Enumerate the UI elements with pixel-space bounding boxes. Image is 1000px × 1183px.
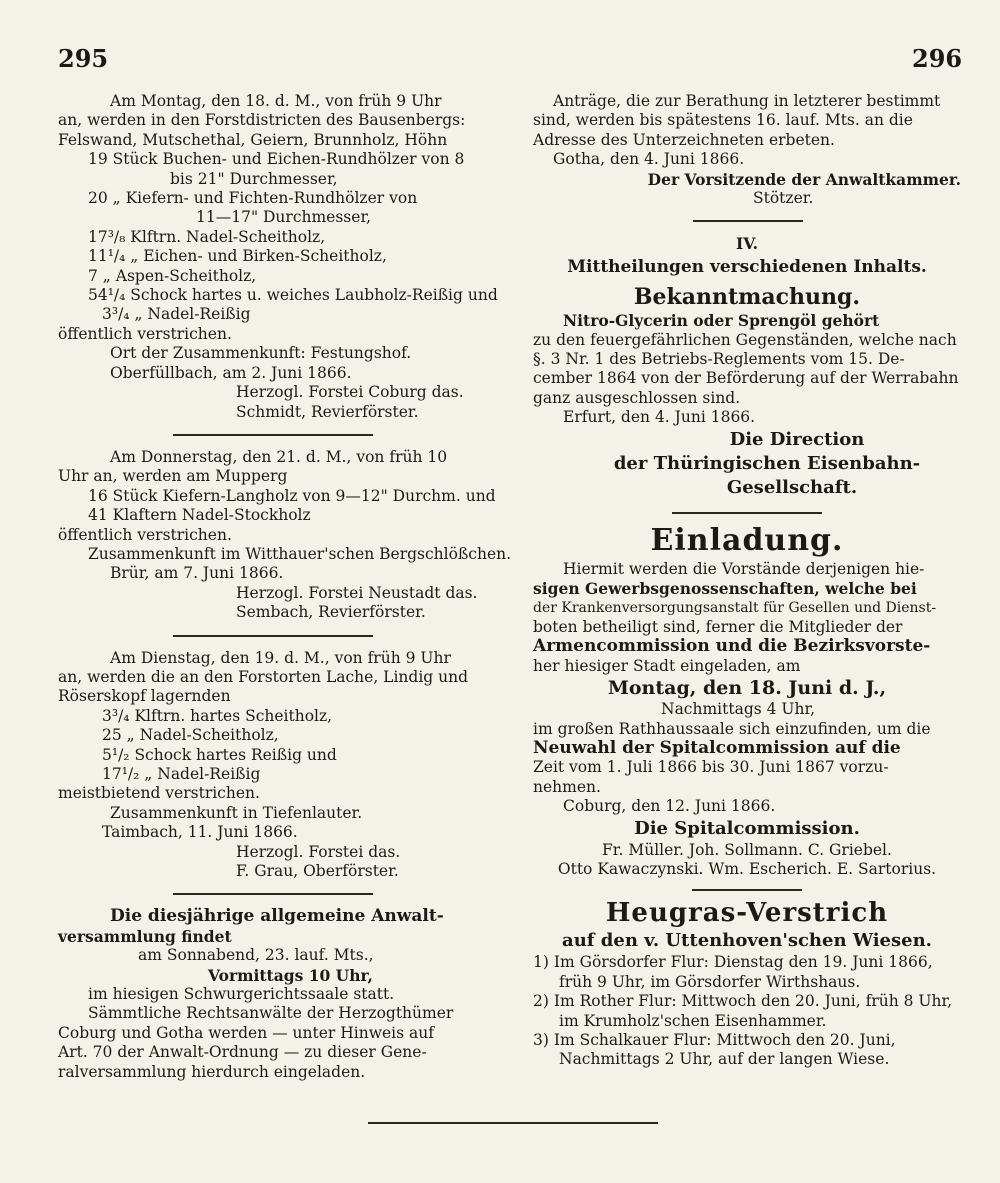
text-line: meistbietend verstrichen.	[58, 784, 260, 803]
text-line: öffentlich verstrichen.	[58, 525, 232, 544]
text-line: 20 „ Kiefern- und Fichten-Rundhölzer von	[88, 189, 418, 208]
text-line: öffentlich verstrichen.	[58, 324, 232, 343]
text-line: 11¹/₄ „ Eichen- und Birken-Scheitholz,	[88, 247, 387, 266]
text-line: im großen Rathhaussaale sich einzufinden, um die	[533, 719, 931, 738]
text-line: an, werden die an den Forstorten Lache, Lindig und	[58, 667, 469, 686]
list-item: 1) Im Görsdorfer Flur: Dienstag den 19. Juni 1866, früh 9 Uhr, im Görsdorfer Wirthshaus.	[533, 953, 933, 991]
text-line: Art. 70 der Anwalt-Ordnung — zu dieser Gene-	[58, 1043, 427, 1062]
invitation-time: Nachmittags 4 Uhr,	[661, 700, 816, 719]
text-line: Zeit vom 1. Juli 1866 bis 30. Juni 1867 vorzu-	[533, 758, 889, 777]
text-line: Uhr an, werden am Mupperg	[58, 467, 288, 486]
text-line: Oberfüllbach, am 2. Juni 1866.	[110, 363, 352, 382]
text-line: Gotha, den 4. Juni 1866.	[553, 150, 745, 169]
text-line: zu den feuergefährlichen Gegenständen, welche nach	[533, 330, 957, 349]
hay-auction-list	[533, 953, 961, 1069]
divider	[173, 635, 373, 637]
text-line: Am Donnerstag, den 21. d. M., von früh 10	[110, 447, 448, 466]
invitation-notice	[533, 560, 961, 880]
text-line: Herzogl. Forstei Coburg das.	[236, 383, 464, 402]
text-line: an, werden in den Forstdistricten des Bausenbergs:	[58, 111, 466, 130]
section-number: IV.	[736, 234, 758, 254]
text-line: Am Montag, den 18. d. M., von früh 9 Uhr	[110, 92, 442, 110]
invitation-title: Einladung.	[650, 522, 844, 558]
text-line: 7 „ Aspen-Scheitholz,	[88, 266, 257, 285]
signature-line: Gesellschaft.	[726, 476, 858, 498]
text-line: cember 1864 von der Beförderung auf der Werrabahn	[533, 369, 959, 388]
lawyers-assembly-notice	[58, 907, 488, 1082]
left-column	[58, 92, 512, 1082]
nitroglycerin-notice	[533, 311, 961, 499]
list-item: 3) Im Schalkauer Flur: Mittwoch den 20. Juni, Nachmittags 2 Uhr, auf der langen Wiese.	[533, 1031, 896, 1069]
text-line: der Krankenversorgungsanstalt für Gesellen und Dienst-	[533, 599, 937, 616]
text-line: 16 Stück Kiefern-Langholz von 9—12" Durchm. und	[88, 486, 496, 505]
text-line: Armencommission und die Bezirksvorste-	[533, 636, 931, 657]
text-line: 17¹/₂ „ Nadel-Reißig	[102, 765, 261, 783]
text-line: Hiermit werden die Vorstände derjenigen hie-	[563, 559, 925, 578]
page-number-left: 295	[58, 44, 109, 73]
text-line: Erfurt, den 4. Juni 1866.	[563, 408, 756, 427]
text-line: Zusammenkunft in Tiefenlauter.	[110, 803, 363, 822]
signature-names: Fr. Müller. Joh. Sollmann. C. Griebel.	[602, 840, 892, 859]
text-line: F. Grau, Oberförster.	[236, 862, 399, 881]
text-line: ralversammlung hierdurch eingeladen.	[58, 1062, 366, 1081]
invitation-date: Montag, den 18. Juni d. J.,	[607, 677, 887, 700]
timber-auction-notice-3	[58, 649, 488, 882]
divider	[173, 434, 373, 436]
text-line: Felswand, Mutschethal, Geiern, Brunnholz, Höhn	[58, 130, 448, 149]
text-line: Herzogl. Forstei Neustadt das.	[236, 583, 478, 602]
text-line: Herzogl. Forstei das.	[236, 842, 401, 861]
signature-names: Otto Kawaczynski. Wm. Escherich. E. Sartorius.	[557, 859, 937, 878]
text-line: Am Dienstag, den 19. d. M., von früh 9 Uhr	[110, 648, 451, 667]
text-line: Coburg und Gotha werden — unter Hinweis auf	[58, 1023, 434, 1042]
section-title: Mittheilungen verschiedenen Inhalts.	[567, 256, 927, 277]
text-line: Sembach, Revierförster.	[236, 603, 426, 622]
timber-auction-notice-2	[58, 447, 512, 623]
page-number-right: 296	[912, 44, 963, 73]
text-line: 17³/₈ Klftrn. Nadel-Scheitholz,	[88, 227, 326, 246]
text-line: Adresse des Unterzeichneten erbeten.	[533, 130, 835, 149]
text-line: Taimbach, 11. Juni 1866.	[102, 823, 298, 842]
hay-auction-subtitle: auf den v. Uttenhoven'schen Wiesen.	[562, 930, 932, 952]
text-line: bis 21" Durchmesser,	[170, 169, 338, 188]
assembly-continuation	[533, 92, 961, 208]
text-line: 3³/₄ „ Nadel-Reißig	[102, 305, 251, 324]
text-line: Vormittags 10 Uhr,	[208, 965, 373, 985]
text-line: nehmen.	[533, 777, 601, 796]
text-line: 25 „ Nadel-Scheitholz,	[102, 726, 279, 745]
text-line: Die diesjährige allgemeine Anwalt-	[110, 906, 444, 927]
text-line: Brür, am 7. Juni 1866.	[110, 564, 284, 583]
text-line: Ort der Zusammenkunft: Festungshof.	[110, 344, 412, 363]
text-line: ganz ausgeschlossen sind.	[533, 388, 741, 407]
text-line: boten betheiligt sind, ferner die Mitglieder der	[533, 617, 903, 636]
text-line: 54¹/₄ Schock hartes u. weiches Laubholz-Reißig und	[88, 286, 498, 305]
text-line: 19 Stück Buchen- und Eichen-Rundhölzer von 8	[88, 150, 465, 169]
text-line: 5¹/₂ Schock hartes Reißig und	[102, 745, 337, 764]
divider	[368, 1122, 658, 1124]
text-line: versammlung findet	[58, 926, 232, 946]
signature-line: der Thüringischen Eisenbahn-	[613, 452, 921, 474]
text-line: Röserskopf lagernden	[58, 687, 231, 706]
notice-title: Bekanntmachung.	[633, 284, 861, 311]
text-line: Stötzer.	[753, 189, 814, 208]
text-line: 11—17" Durchmesser,	[196, 208, 372, 227]
text-line: sind, werden bis spätestens 16. lauf. Mts. an die	[533, 111, 913, 130]
list-item: 2) Im Rother Flur: Mittwoch den 20. Juni, früh 8 Uhr, im Krumholz'schen Eisenhammer.	[533, 992, 953, 1030]
text-line: Schmidt, Revierförster.	[236, 402, 419, 421]
text-line: sigen Gewerbsgenossenschaften, welche bei	[533, 579, 917, 599]
signature-line: Die Direction	[729, 428, 865, 450]
hay-auction-title: Heugras-Verstrich	[605, 898, 889, 929]
text-line: Der Vorsitzende der Anwaltkammer.	[647, 169, 961, 189]
text-line: her hiesiger Stadt eingeladen, am	[533, 656, 801, 675]
text-line: 3³/₄ Klftrn. hartes Scheitholz,	[102, 706, 333, 725]
divider	[672, 512, 822, 514]
timber-auction-notice-1	[58, 92, 498, 422]
text-line: am Sonnabend, 23. lauf. Mts.,	[138, 946, 374, 965]
divider	[693, 220, 803, 222]
text-line: Zusammenkunft im Witthauer'schen Bergschlößchen.	[88, 544, 512, 563]
text-line: §. 3 Nr. 1 des Betriebs-Reglements vom 15. De-	[533, 350, 905, 369]
text-line: Coburg, den 12. Juni 1866.	[563, 797, 776, 816]
text-line: Nitro-Glycerin oder Sprengöl gehört	[563, 311, 880, 331]
text-line: 41 Klaftern Nadel-Stockholz	[88, 506, 311, 525]
divider	[692, 889, 802, 891]
divider	[173, 893, 373, 895]
right-column	[533, 92, 961, 1070]
text-line: Sämmtliche Rechtsanwälte der Herzogthümer	[88, 1004, 454, 1023]
signature-line: Die Spitalcommission.	[634, 817, 860, 839]
text-line: Anträge, die zur Berathung in letzterer bestimmt	[553, 92, 941, 110]
text-line: im hiesigen Schwurgerichtssaale statt.	[88, 985, 395, 1004]
text-line: Neuwahl der Spitalcommission auf die	[533, 737, 901, 758]
